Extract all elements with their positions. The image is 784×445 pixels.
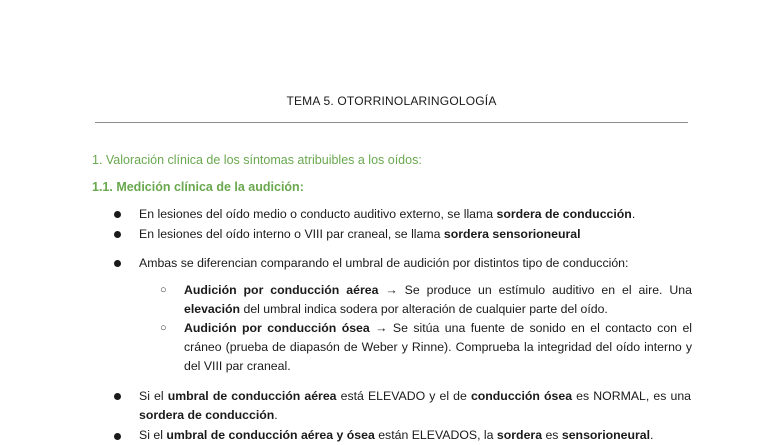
sub-bullet-marker: ○ [160, 322, 167, 334]
list-item-text: Si el [139, 428, 167, 442]
sub-list-item [184, 281, 692, 319]
section-heading: 1. Valoración clínica de los síntomas atribuibles a los oídos: [92, 153, 422, 167]
subsection-heading: 1.1. Medición clínica de la audición: [92, 180, 304, 194]
list-item [139, 387, 691, 425]
bullet-marker [114, 211, 121, 218]
sub-list-item [184, 319, 692, 376]
bullet-marker [114, 393, 121, 400]
list-item [139, 426, 691, 445]
list-item-bold: Audición por conducción ósea [184, 321, 370, 335]
list-item-bold: sordera de conducción [139, 408, 275, 422]
list-item-bold: Audición por conducción aérea [184, 283, 379, 297]
list-item-text: → Se produce un estímulo auditivo en el aire. Una [378, 283, 692, 297]
bullet-marker [114, 231, 121, 238]
list-item-bold: sordera [496, 428, 543, 442]
list-item-text: Ambas se diferencian comparando el umbral de audición por distintos tipo de conducción: [139, 256, 629, 270]
list-item-text: En lesiones del oído medio o conducto auditivo externo, se llama [139, 207, 497, 221]
list-item-text: es [542, 428, 562, 442]
sub-bullet-marker: ○ [160, 284, 167, 296]
list-item-text: . [274, 408, 278, 422]
bullet-marker [114, 260, 121, 267]
list-item-text: están ELEVADOS, la [374, 428, 497, 442]
header-divider [95, 122, 688, 123]
list-item-bold: sensorioneural [561, 428, 651, 442]
list-item-text: del umbral indica sodera por alteración de cualquier parte del oído. [240, 302, 608, 316]
list-item [139, 205, 691, 224]
list-item [139, 225, 691, 244]
list-item-text: . [650, 428, 654, 442]
list-item-text: está ELEVADO y el de [336, 389, 471, 403]
list-item-text: . [631, 207, 636, 221]
list-item-text: → Se sitúa una fuente de sonido en el contacto con el cráneo (prueba de diapasón de Weber y Rinne). Comprueba la integridad del oído interno y del VIII par craneal. [184, 321, 693, 373]
list-item-bold: conducción ósea [470, 389, 573, 403]
list-item [139, 254, 691, 273]
list-item-text: En lesiones del oído interno o VIII par craneal, se llama [139, 227, 444, 241]
list-item-text: Si el [139, 389, 168, 403]
page-header-title: TEMA 5. OTORRINOLARINGOLOGÍA [286, 94, 497, 108]
list-item-bold: umbral de conducción aérea y ósea [166, 428, 375, 442]
list-item-bold: umbral de conducción aérea [167, 389, 337, 403]
bullet-marker [114, 433, 121, 440]
list-item-text: es NORMAL, es una [572, 389, 691, 403]
list-item-bold: sordera de conducción [496, 207, 632, 221]
list-item-bold: elevación [184, 302, 241, 316]
list-item-bold: sordera sensorioneural [443, 227, 581, 241]
